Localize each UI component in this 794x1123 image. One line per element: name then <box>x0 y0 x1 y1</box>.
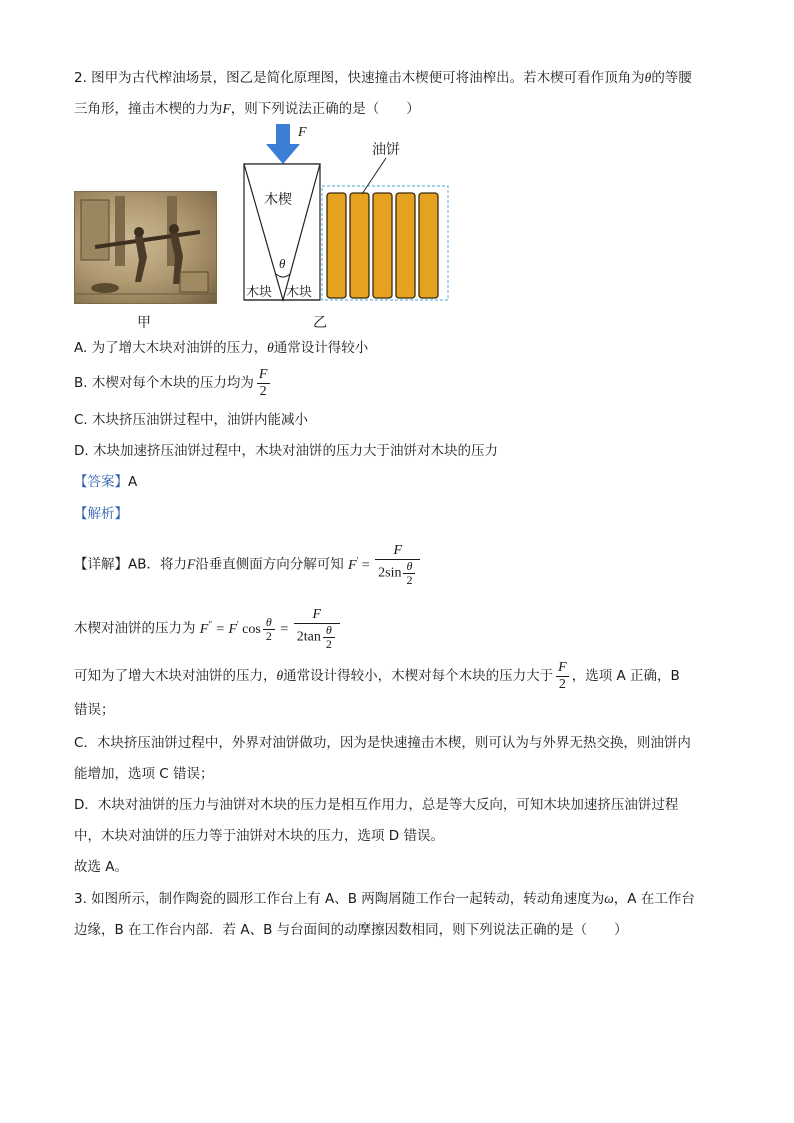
half-theta-fraction <box>403 560 415 587</box>
half-theta-num: θ <box>406 559 413 574</box>
oil-press-sketch <box>75 192 216 303</box>
oil-press-illustration <box>74 191 217 304</box>
answer-line <box>74 472 137 492</box>
option-d: D. 木块加速挤压油饼过程中，木块对油饼的压力大于油饼对木块的压力 <box>74 443 498 459</box>
detail-line-4: 错误； <box>74 702 115 718</box>
analysis-tag: 【解析】 <box>74 506 128 522</box>
eq2-denominator <box>294 623 340 651</box>
equation-1 <box>348 543 422 588</box>
detail-text: 沿垂直侧面方向分解可知 <box>195 556 344 573</box>
option-b <box>74 364 272 402</box>
eq2-half-den: 2 <box>263 629 275 643</box>
q2-stem-text: 的等腰 <box>651 70 692 86</box>
theta-symbol: θ <box>267 340 274 355</box>
eq2-half-theta <box>263 616 275 643</box>
eq2-numerator: F <box>312 607 322 623</box>
fraction-denominator: 2 <box>556 676 569 693</box>
eq2-lhs: F <box>199 621 209 637</box>
eq1-lhs: F <box>348 557 357 573</box>
answer-value: A <box>128 474 138 490</box>
eq1-fraction <box>375 543 420 587</box>
detail-line-8: 中，木块对油饼的压力等于油饼对木块的压力，选项 D 错误。 <box>74 828 444 844</box>
detail-text: AB．将力 <box>128 556 187 573</box>
detail-tag: 【详解】 <box>74 556 128 573</box>
wedge-label: 木楔 <box>264 192 292 208</box>
theta-symbol: θ <box>644 70 652 85</box>
option-c: C. 木块挤压油饼过程中，油饼内能减小 <box>74 412 309 428</box>
eq2-cos: cos <box>238 621 261 637</box>
force-symbol: F <box>187 556 196 572</box>
equation-2 <box>199 607 342 652</box>
block-left-label: 木块 <box>246 285 273 300</box>
answer-tag: 【答案】 <box>74 474 128 490</box>
detail-text: ，选项 A 正确，B <box>571 668 680 684</box>
q2-stem-text: 三角形，撞击木楔的力为 <box>74 101 223 117</box>
oil-cake <box>396 193 415 298</box>
theta-symbol: θ <box>276 668 284 683</box>
wedge-schematic <box>236 118 456 308</box>
detail-line-9: 故选 A。 <box>74 859 129 875</box>
fraction-numerator: F <box>258 366 268 382</box>
detail-text: 木楔对油饼的压力为 <box>74 620 196 637</box>
detail-line-2 <box>74 596 342 658</box>
fraction-denominator: 2 <box>257 383 270 400</box>
q2-stem-line1 <box>74 68 692 88</box>
force-arrow-icon <box>266 124 300 164</box>
figure-caption-a: 甲 <box>137 315 151 331</box>
eq2-sup: " <box>208 619 213 629</box>
detail-line-7: D．木块对油饼的压力与油饼对木块的压力是相互作用力，总是等大反向，可知木块加速挤压油饼过程 <box>74 797 679 813</box>
force-symbol: F <box>222 101 231 116</box>
cake-label: 油饼 <box>372 142 400 158</box>
eq1-den-text: 2sin <box>378 566 402 582</box>
analysis-line <box>74 504 128 524</box>
q2-stem-text: ，则下列说法正确的是（ ） <box>230 101 420 117</box>
option-a-text: 通常设计得较小 <box>273 340 369 356</box>
detail-text: 可知为了增大木块对油饼的压力， <box>74 668 277 684</box>
detail-line-5: C．木块挤压油饼过程中，外界对油饼做功，因为是快速撞击木楔，则可认为与外界无热交换，则油饼内 <box>74 735 691 751</box>
q3-text: ，A 在工作台 <box>613 891 695 907</box>
detail-text: 通常设计得较小，木楔对每个木块的压力大于 <box>283 668 554 684</box>
eq1-denominator <box>375 559 420 587</box>
q2-stem-line2 <box>74 99 420 119</box>
block-right-label: 木块 <box>286 285 313 300</box>
eq2-half-num: θ <box>265 614 272 629</box>
eq1-numerator: F <box>393 543 403 559</box>
fraction-f-over-2 <box>555 660 570 693</box>
detail-line-6: 能增加，选项 C 错误； <box>74 766 214 782</box>
eq2-den-text: 2tan <box>296 630 321 646</box>
eq2-den-half-theta <box>323 624 335 651</box>
q3-text: 3. 如图所示，制作陶瓷的圆形工作台上有 A、B 两陶屑随工作台一起转动，转动角速度为 <box>74 891 605 907</box>
oil-cake <box>373 193 392 298</box>
eq2-den-half-den: 2 <box>323 637 335 651</box>
wedge-triangle <box>244 164 320 300</box>
eq1-prime: ' <box>356 555 359 565</box>
theta-label: θ <box>279 256 286 271</box>
fraction-numerator: F <box>558 659 567 675</box>
oil-cake <box>327 193 346 298</box>
option-a <box>74 338 368 358</box>
eq2-mid: = F <box>212 621 238 637</box>
cake-pointer-line <box>362 158 386 194</box>
eq2-prime: ' <box>237 619 239 629</box>
fraction-f-over-2 <box>256 367 271 400</box>
option-a-text: A. 为了增大木块对油饼的压力， <box>74 340 268 356</box>
force-label: F <box>298 125 307 140</box>
eq1-equals: = <box>358 557 374 573</box>
option-b-text: B. 木楔对每个木块的压力均为 <box>74 375 254 391</box>
detail-line-1 <box>74 530 422 596</box>
eq2-fraction <box>294 607 340 651</box>
half-theta-den: 2 <box>403 573 415 587</box>
oil-cake <box>419 193 438 298</box>
omega-symbol: ω <box>604 891 614 906</box>
oil-cake <box>350 193 369 298</box>
eq2-equals: = <box>280 621 292 637</box>
eq2-den-half-num: θ <box>325 623 332 638</box>
q3-stem-line1 <box>74 889 695 909</box>
q3-stem-line2: 边缘，B 在工作台内部．若 A、B 与台面间的动摩擦因数相同，则下列说法正确的是（ ） <box>74 922 628 938</box>
figure-caption-b: 乙 <box>313 315 327 331</box>
detail-line-3 <box>74 656 680 696</box>
q2-stem-text: 2. 图甲为古代榨油场景，图乙是简化原理图，快速撞击木楔便可将油榨出。若木楔可看作顶角为 <box>74 70 645 86</box>
